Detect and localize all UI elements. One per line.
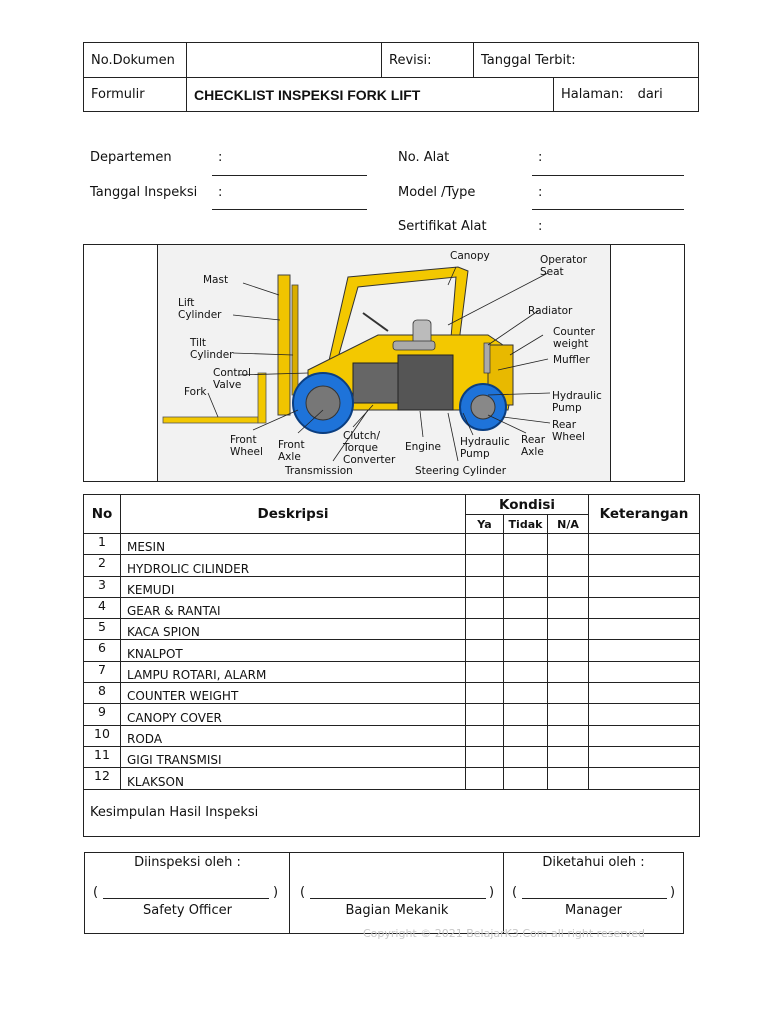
label-engine: Engine [405,441,441,453]
engine-shape [398,355,453,410]
keterangan-cell[interactable] [589,534,700,555]
label-radiator: Radiator [528,305,573,317]
label-counter-1: Counter [553,326,595,338]
na-checkbox-cell[interactable] [548,683,589,704]
col-na-header: N/A [548,515,589,534]
no-alat-label: No. Alat [398,150,450,165]
label-canopy: Canopy [450,250,490,262]
table-row [84,683,700,704]
row-description: KEMUDI [121,576,466,597]
tidak-checkbox-cell[interactable] [504,725,548,746]
tidak-checkbox-cell[interactable] [504,768,548,789]
copyright-watermark: Copyright © 2021 BelajarK3.Com all right reserved [363,927,646,940]
close-paren: ) [489,885,495,900]
table-row [84,661,700,682]
tidak-checkbox-cell[interactable] [504,555,548,576]
label-rear-axle-1: Rear [521,434,546,446]
na-checkbox-cell[interactable] [548,661,589,682]
formulir-label-cell [83,77,187,112]
row-description: HYDROLIC CILINDER [121,555,466,576]
dari-label: dari [637,87,663,102]
document-header [83,42,699,112]
signature-manager[interactable] [503,853,683,933]
label-steering-cylinder: Steering Cylinder [415,465,507,477]
row-number: 5 [84,619,121,640]
ya-checkbox-cell[interactable] [466,555,504,576]
open-paren: ( [300,885,306,900]
model-type-field[interactable] [532,209,684,210]
na-checkbox-cell[interactable] [548,746,589,767]
row-description: KLAKSON [121,768,466,789]
open-paren: ( [93,885,99,900]
keterangan-cell[interactable] [589,768,700,789]
ya-checkbox-cell[interactable] [466,725,504,746]
halaman-cell[interactable] [553,77,699,112]
label-lift-cylinder-2: Cylinder [178,309,222,321]
table-row [84,576,700,597]
signature-line [103,898,269,899]
tanggal-terbit-label: Tanggal Terbit: [481,52,576,68]
table-row [84,768,700,789]
tidak-checkbox-cell[interactable] [504,597,548,618]
col-keterangan-header: Keterangan [589,495,700,534]
label-rear-axle-2: Axle [521,446,544,458]
label-operator-seat-1: Operator [540,254,587,266]
model-type-label: Model /Type [398,185,476,200]
row-description: LAMPU ROTARI, ALARM [121,661,466,682]
label-operator-seat-2: Seat [540,266,564,278]
row-number: 8 [84,683,121,704]
departemen-field[interactable] [212,175,367,176]
keterangan-cell[interactable] [589,661,700,682]
keterangan-cell[interactable] [589,746,700,767]
manager-label: Manager [565,903,622,918]
na-checkbox-cell[interactable] [548,534,589,555]
tanggal-terbit-cell[interactable] [473,42,699,78]
row-number: 10 [84,725,121,746]
kesimpulan-label: Kesimpulan Hasil Inspeksi [90,805,259,821]
tidak-checkbox-cell[interactable] [504,746,548,767]
table-row [84,746,700,767]
table-row [84,704,700,725]
signature-line [522,898,667,899]
label-clutch-2: Torque [343,442,378,454]
label-hydraulic-pump-b-1: Hydraulic [460,436,510,448]
keterangan-cell[interactable] [589,704,700,725]
ya-checkbox-cell[interactable] [466,640,504,661]
label-muffler: Muffler [553,354,590,366]
keterangan-cell[interactable] [589,619,700,640]
row-number: 11 [84,746,121,767]
steering-column-shape [363,313,388,331]
no-alat-field[interactable] [532,175,684,176]
na-checkbox-cell[interactable] [548,640,589,661]
formulir-label: Formulir [91,87,145,102]
forklift-illustration [158,245,610,481]
label-tilt-2: Cylinder [190,349,234,361]
col-kondisi-header: Kondisi [466,495,589,515]
keterangan-cell[interactable] [589,725,700,746]
na-checkbox-cell[interactable] [548,576,589,597]
tidak-checkbox-cell[interactable] [504,640,548,661]
departemen-label: Departemen [90,150,172,165]
sertifikat-alat-colon: : [538,219,543,234]
label-rear-wheel-1: Rear [552,419,577,431]
row-description: KNALPOT [121,640,466,661]
tanggal-inspeksi-label: Tanggal Inspeksi [90,185,198,200]
fork-shape [163,417,258,423]
keterangan-cell[interactable] [589,597,700,618]
na-checkbox-cell[interactable] [548,768,589,789]
keterangan-cell[interactable] [589,576,700,597]
ya-checkbox-cell[interactable] [466,768,504,789]
row-description: RODA [121,725,466,746]
diagram-frame [83,244,685,482]
row-number: 7 [84,661,121,682]
row-number: 9 [84,704,121,725]
label-lift-cylinder-1: Lift [178,297,195,309]
departemen-colon: : [218,150,223,165]
label-hydraulic-pump-b-2: Pump [460,448,490,460]
label-front-wheel-1: Front [230,434,257,446]
signature-line [310,898,486,899]
row-number: 6 [84,640,121,661]
row-number: 12 [84,768,121,789]
row-description: CANOPY COVER [121,704,466,725]
table-row [84,555,700,576]
keterangan-cell[interactable] [589,640,700,661]
signature-safety-officer[interactable] [85,853,290,933]
label-tilt-1: Tilt [190,337,207,349]
seat-base-shape [393,341,435,350]
close-paren: ) [670,885,676,900]
ya-checkbox-cell[interactable] [466,534,504,555]
na-checkbox-cell[interactable] [548,597,589,618]
table-row [84,597,700,618]
front-hub-shape [306,386,340,420]
sertifikat-alat-label: Sertifikat Alat [398,219,487,234]
na-checkbox-cell[interactable] [548,555,589,576]
checklist-body [84,534,700,790]
label-control-1: Control [213,367,251,379]
no-dokumen-label [83,42,187,78]
row-number: 1 [84,534,121,555]
rear-hub-shape [471,395,495,419]
label-transmission: Transmission [285,465,353,477]
row-description: GEAR & RANTAI [121,597,466,618]
transmission-shape [353,363,398,403]
tidak-checkbox-cell[interactable] [504,704,548,725]
diketahui-label: Diketahui oleh : [542,855,645,870]
col-tidak-header: Tidak [504,515,548,534]
row-number: 4 [84,597,121,618]
form-title-cell [186,77,554,112]
label-hydraulic-pump-r-1: Hydraulic [552,390,602,402]
na-checkbox-cell[interactable] [548,725,589,746]
mast-shape [278,275,290,415]
close-paren: ) [273,885,279,900]
ya-checkbox-cell[interactable] [466,597,504,618]
label-front-wheel-2: Wheel [230,446,263,458]
ya-checkbox-cell[interactable] [466,746,504,767]
radiator-shape [484,343,490,373]
form-title: CHECKLIST INSPEKSI FORK LIFT [194,86,421,103]
label-counter-2: weight [553,338,589,350]
label-fork: Fork [184,386,207,398]
no-alat-colon: : [538,150,543,165]
revisi-label: Revisi: [389,52,432,68]
table-row [84,640,700,661]
label-front-axle-1: Front [278,439,305,451]
col-no-header: No [84,495,121,534]
model-type-colon: : [538,185,543,200]
revisi-cell[interactable] [381,42,474,78]
safety-officer-label: Safety Officer [142,903,232,918]
table-row [84,534,700,555]
ya-checkbox-cell[interactable] [466,619,504,640]
no-dokumen-field[interactable] [186,42,382,78]
signature-bagian-mekanik[interactable] [289,853,504,933]
label-front-axle-2: Axle [278,451,301,463]
tidak-checkbox-cell[interactable] [504,661,548,682]
label-clutch-3: Converter [343,454,396,466]
ya-checkbox-cell[interactable] [466,576,504,597]
tidak-checkbox-cell[interactable] [504,683,548,704]
na-checkbox-cell[interactable] [548,619,589,640]
row-number: 3 [84,576,121,597]
row-description: COUNTER WEIGHT [121,683,466,704]
col-ya-header: Ya [466,515,504,534]
halaman-label: Halaman: [561,87,624,102]
keterangan-cell[interactable] [589,555,700,576]
tanggal-inspeksi-field[interactable] [212,209,367,210]
tidak-checkbox-cell[interactable] [504,576,548,597]
signature-block [84,852,684,934]
keterangan-cell[interactable] [589,683,700,704]
row-number: 2 [84,555,121,576]
diinspeksi-label: Diinspeksi oleh : [134,855,241,870]
row-description: GIGI TRANSMISI [121,746,466,767]
na-checkbox-cell[interactable] [548,704,589,725]
row-description: MESIN [121,534,466,555]
ya-checkbox-cell[interactable] [466,661,504,682]
lift-cylinder-shape [292,285,298,395]
fork-upright [258,373,266,423]
table-row [84,619,700,640]
forklift-diagram [157,245,611,481]
open-paren: ( [512,885,518,900]
checklist-table [83,494,700,837]
table-row [84,725,700,746]
label-hydraulic-pump-r-2: Pump [552,402,582,414]
label-rear-wheel-2: Wheel [552,431,585,443]
label-clutch-1: Clutch/ [343,430,380,442]
tidak-checkbox-cell[interactable] [504,534,548,555]
tanggal-inspeksi-colon: : [218,185,223,200]
col-deskripsi-header: Deskripsi [121,495,466,534]
ya-checkbox-cell[interactable] [466,704,504,725]
tidak-checkbox-cell[interactable] [504,619,548,640]
label-mast: Mast [203,274,229,286]
label-control-2: Valve [213,379,242,391]
kesimpulan-cell[interactable] [84,789,700,836]
bagian-mekanik-label: Bagian Mekanik [345,903,449,918]
no-dokumen-text: No.Dokumen [91,52,175,68]
row-description: KACA SPION [121,619,466,640]
ya-checkbox-cell[interactable] [466,683,504,704]
